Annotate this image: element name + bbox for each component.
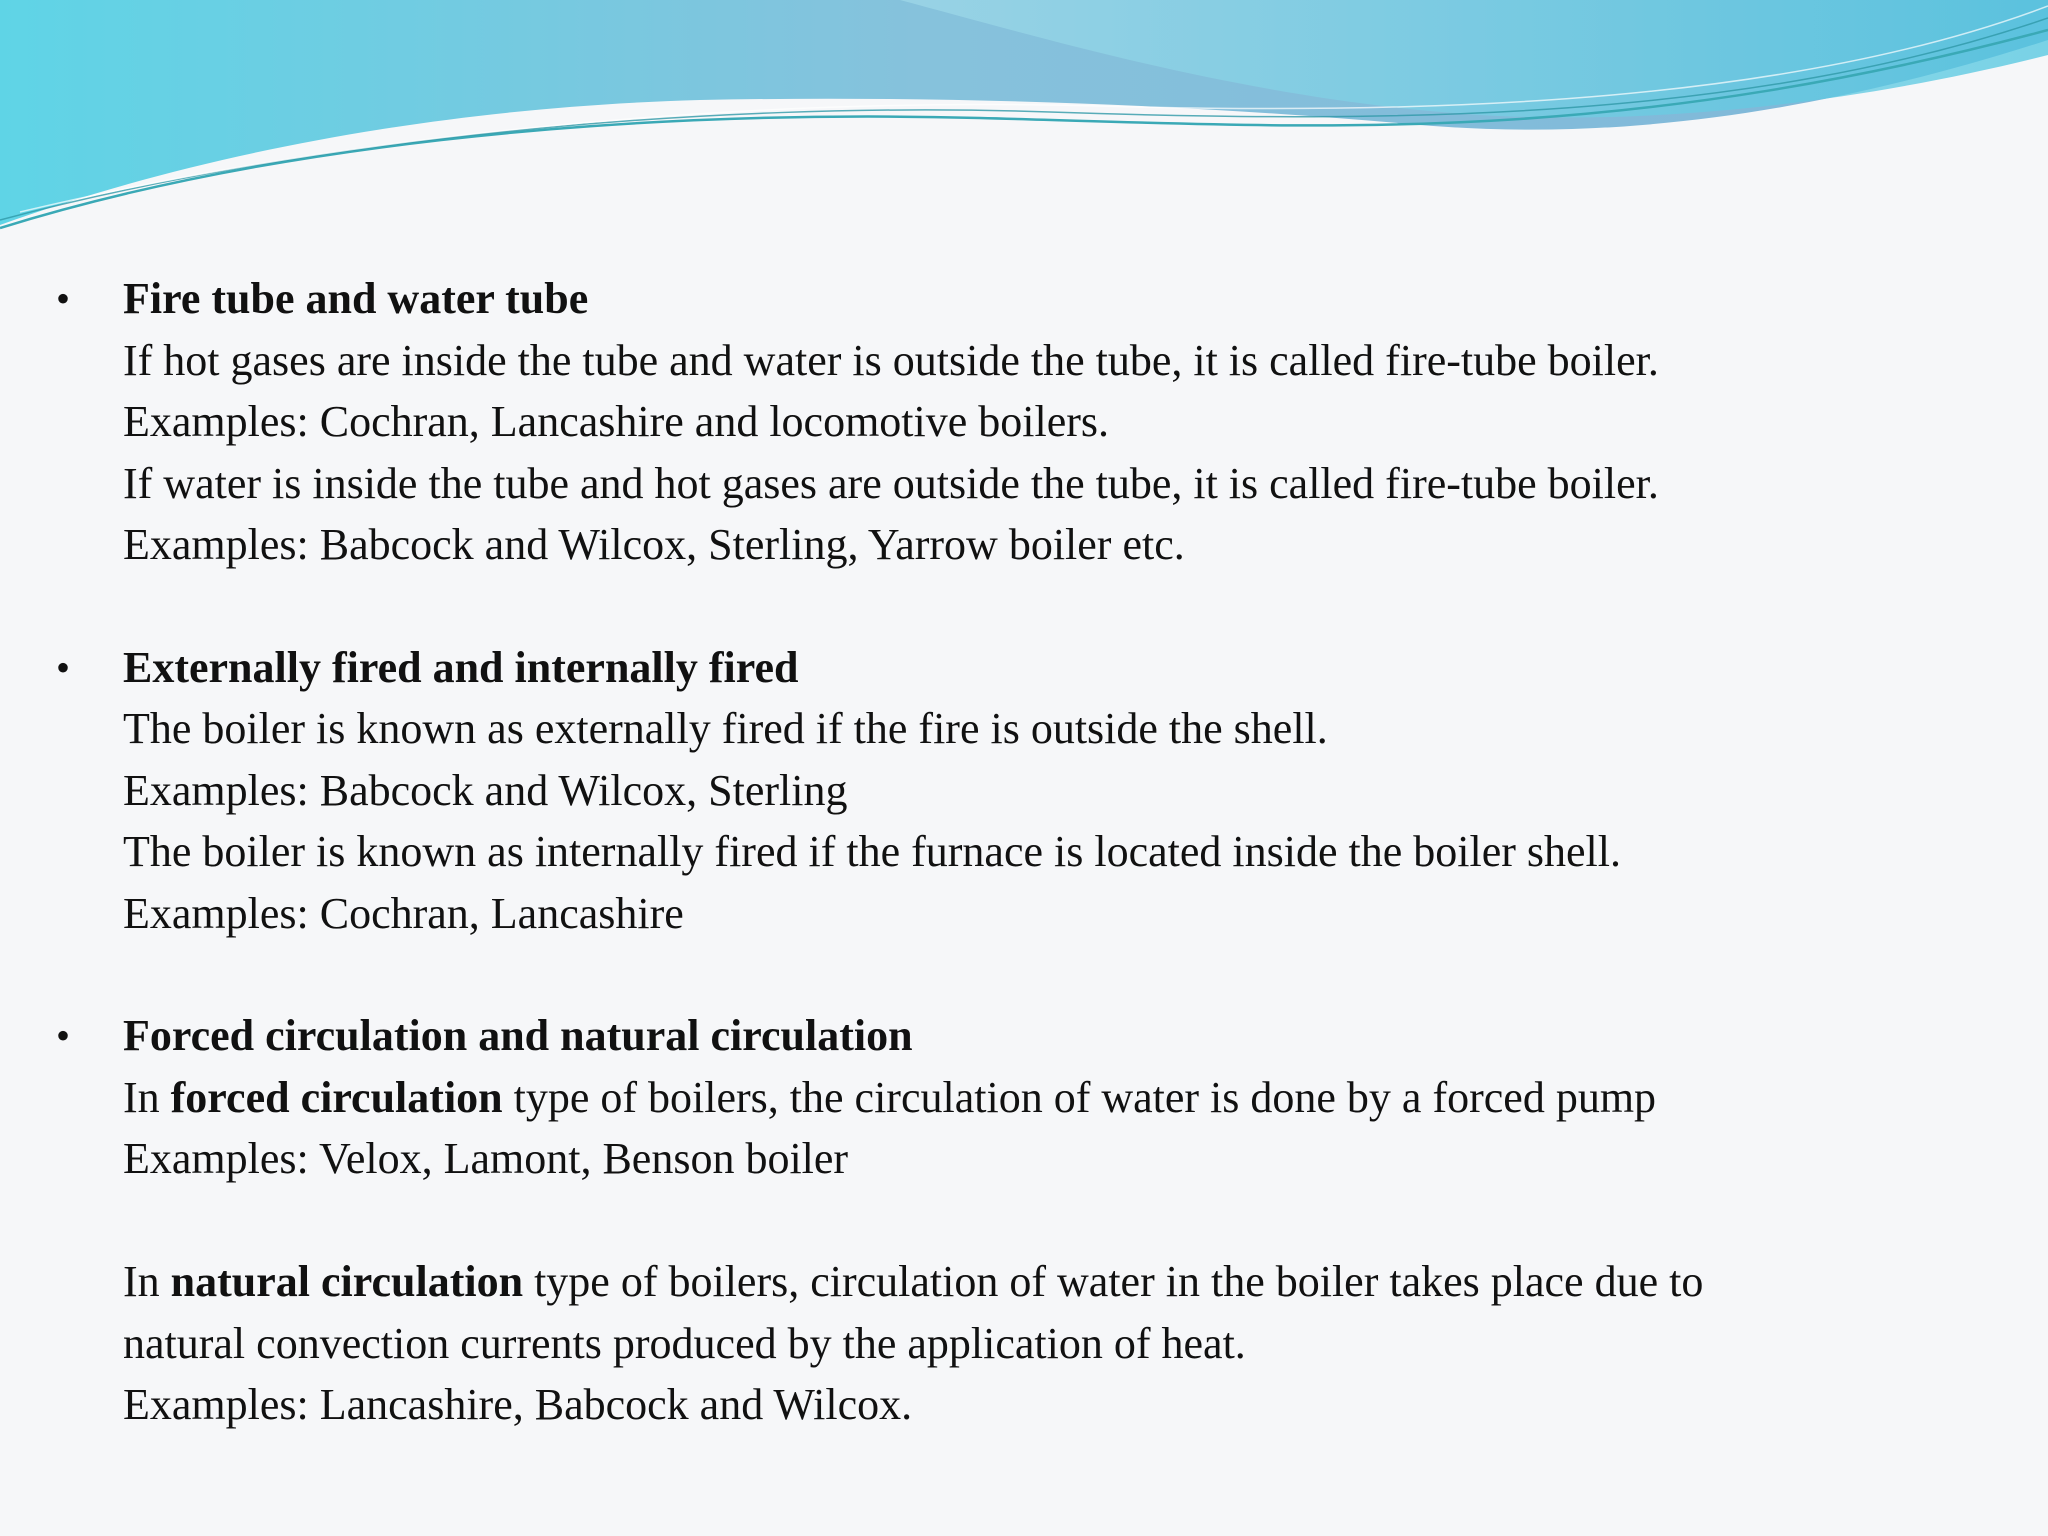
text-rest: type of boilers, circulation of water in the boiler takes place due to bbox=[523, 1257, 1704, 1306]
bullet-dot: • bbox=[56, 644, 71, 690]
slide-body bbox=[0, 268, 2048, 1436]
bullet-heading: Fire tube and water tube bbox=[123, 274, 589, 323]
body-line: Examples: Velox, Lamont, Benson boiler bbox=[123, 1134, 849, 1183]
body-line-forced bbox=[123, 1067, 2048, 1129]
body-line: The boiler is known as internally fired if the furnace is located inside the boiler shell. bbox=[123, 827, 1621, 876]
body-line: If hot gases are inside the tube and water is outside the tube, it is called fire-tube boiler. bbox=[123, 335, 1659, 385]
bullet-dot: • bbox=[56, 276, 71, 321]
bullet-externally-fired bbox=[0, 637, 2048, 945]
body-line: Examples: Babcock and Wilcox, Sterling, Yarrow boiler etc. bbox=[123, 520, 1185, 569]
text-prefix: In bbox=[123, 1072, 171, 1122]
body-line: natural convection currents produced by the application of heat. bbox=[123, 1318, 1246, 1368]
body-line: Examples: Babcock and Wilcox, Sterling bbox=[123, 765, 848, 815]
bullet-dot: • bbox=[56, 1013, 71, 1058]
header-wave-decoration bbox=[0, 0, 2048, 240]
body-line-natural bbox=[123, 1251, 2048, 1313]
body-line: Examples: Lancashire, Babcock and Wilcox. bbox=[123, 1380, 913, 1429]
term-forced-circulation: forced circulation bbox=[170, 1072, 503, 1122]
body-line: The boiler is known as externally fired if the fire is outside the shell. bbox=[123, 704, 1328, 753]
bullet-heading: Forced circulation and natural circulation bbox=[123, 1011, 913, 1060]
body-line: Examples: Cochran, Lancashire and locomotive boilers. bbox=[123, 397, 1110, 446]
bullet-heading: Externally fired and internally fired bbox=[123, 642, 799, 692]
body-line: If water is inside the tube and hot gases are outside the tube, it is called fire-tube boiler. bbox=[123, 458, 1659, 508]
text-prefix: In bbox=[123, 1257, 171, 1306]
bullet-fire-tube bbox=[0, 268, 2048, 576]
body-line: Examples: Cochran, Lancashire bbox=[123, 888, 684, 938]
text-rest: type of boilers, the circulation of water is done by a forced pump bbox=[502, 1072, 1657, 1122]
spacer bbox=[123, 1190, 2048, 1252]
bullet-forced-circulation bbox=[0, 1005, 2048, 1436]
term-natural-circulation: natural circulation bbox=[170, 1257, 524, 1306]
